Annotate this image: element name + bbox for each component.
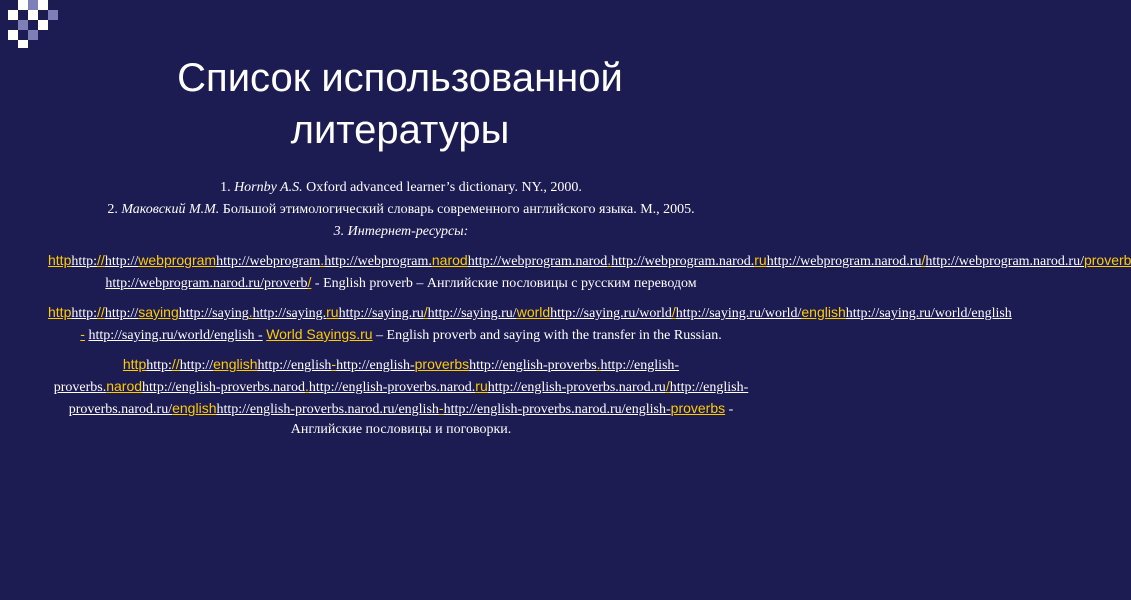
link-segment[interactable]: http://english-proverbs.narod.ru bbox=[487, 380, 666, 395]
link-segment[interactable]: http://english-proverbs. bbox=[53, 358, 680, 395]
link-segment[interactable]: http://english- bbox=[336, 358, 415, 373]
link-segment[interactable]: proverbs bbox=[414, 356, 470, 372]
link-segment[interactable]: world bbox=[516, 304, 551, 320]
slide-title bbox=[0, 52, 800, 156]
link-segment[interactable]: ru bbox=[475, 378, 488, 394]
link-segment[interactable]: proverbs bbox=[670, 400, 726, 416]
link-segment[interactable]: / bbox=[307, 274, 312, 290]
reference-item-2 bbox=[48, 200, 754, 220]
link-segment[interactable]: World Sayings.ru bbox=[266, 326, 373, 342]
link-segment[interactable]: - bbox=[331, 356, 337, 372]
link-segment[interactable]: http://webprogram.narod bbox=[467, 254, 608, 269]
link-segment[interactable]: http://saying. bbox=[252, 306, 327, 321]
link-segment[interactable]: // bbox=[97, 252, 105, 268]
english-link-block[interactable] bbox=[48, 354, 754, 440]
title-line-2: литературы bbox=[290, 108, 510, 152]
link-segment[interactable]: http://saying.ru/world/english bbox=[845, 306, 1012, 321]
link-segment[interactable]: http://english-proverbs.narod.ru/english bbox=[216, 402, 439, 417]
link-segment[interactable]: http:// bbox=[104, 306, 139, 321]
link-segment[interactable]: http://saying.ru/world bbox=[550, 306, 672, 321]
link-segment[interactable]: // bbox=[171, 356, 180, 372]
link-segment[interactable]: http://saying.ru/world/ bbox=[675, 306, 802, 321]
link-segment[interactable]: http://webprogram.narod.ru/ bbox=[925, 254, 1084, 269]
link-segment[interactable]: / bbox=[423, 304, 428, 320]
link-segment[interactable]: http://saying bbox=[178, 306, 249, 321]
link-segment[interactable]: / bbox=[665, 378, 670, 394]
link-segment[interactable]: http://webprogram. bbox=[324, 254, 432, 269]
link-segment[interactable]: - bbox=[80, 326, 85, 342]
link-segment[interactable]: // bbox=[97, 304, 105, 320]
link-segment[interactable]: http://saying.ru bbox=[338, 306, 424, 321]
link-description: - English proverb – Английские пословицы с русским переводом bbox=[311, 276, 697, 291]
link-segment[interactable]: http://english-proverbs.narod. bbox=[308, 380, 476, 395]
link-description: – English proverb and saying with the transfer in the Russian. bbox=[372, 328, 722, 343]
link-segment[interactable]: http://webprogram.narod.ru bbox=[766, 254, 922, 269]
proverb-link-block[interactable] bbox=[48, 250, 1131, 294]
reference-text: Большой этимологический словарь современного английского языка. М., 2005. bbox=[219, 202, 695, 217]
link-segment[interactable]: . bbox=[304, 378, 309, 394]
link-segment[interactable]: http: bbox=[71, 254, 98, 269]
link-segment[interactable]: - bbox=[438, 400, 444, 416]
link-segment[interactable]: / bbox=[921, 252, 926, 268]
reference-author: Маковский М.М. bbox=[121, 202, 220, 217]
link-segment[interactable]: http://webprogram.narod. bbox=[611, 254, 755, 269]
link-segment[interactable]: http://english-proverbs.narod.ru/english- bbox=[443, 402, 671, 417]
link-segment[interactable]: http: bbox=[146, 358, 172, 373]
link-segment[interactable]: http://saying.ru/ bbox=[427, 306, 517, 321]
link-segment[interactable]: http:// bbox=[179, 358, 214, 373]
link-segment[interactable]: http bbox=[48, 252, 72, 268]
link-segment[interactable]: http: bbox=[71, 306, 98, 321]
link-segment[interactable]: http://webprogram.narod.ru/proverb bbox=[105, 276, 308, 291]
link-segment[interactable]: http://webprogram bbox=[216, 254, 321, 269]
link-segment[interactable]: english bbox=[801, 304, 846, 320]
link-segment[interactable]: http://english-proverbs.narod bbox=[142, 380, 305, 395]
link-segment[interactable]: ru bbox=[754, 252, 767, 268]
link-segment[interactable]: webprogram bbox=[138, 252, 217, 268]
link-segment[interactable]: http://english-proverbs.narod.ru/ bbox=[68, 380, 749, 417]
saying-link-block[interactable] bbox=[48, 302, 1012, 346]
link-segment[interactable]: http bbox=[48, 304, 72, 320]
reference-list bbox=[48, 178, 1131, 442]
link-description: - Английские пословицы и поговорки. bbox=[290, 402, 734, 437]
link-segment[interactable]: narod bbox=[431, 252, 468, 268]
link-segment[interactable]: . bbox=[320, 252, 325, 268]
link-segment[interactable]: / bbox=[671, 304, 676, 320]
link-segment[interactable]: http://english bbox=[257, 358, 332, 373]
reference-author: Hornby A.S. bbox=[234, 180, 303, 195]
link-segment[interactable]: . bbox=[248, 304, 253, 320]
reference-item-3: 3. Интернет-ресурсы: bbox=[333, 224, 469, 239]
link-segment[interactable]: english bbox=[213, 356, 258, 372]
link-segment[interactable]: proverb bbox=[1083, 252, 1131, 268]
link-segment[interactable]: . bbox=[607, 252, 612, 268]
link-segment[interactable]: saying bbox=[138, 304, 179, 320]
corner-decoration bbox=[0, 0, 70, 50]
link-segment[interactable]: narod bbox=[106, 378, 143, 394]
link-segment[interactable]: english bbox=[172, 400, 217, 416]
link-segment[interactable]: http://saying.ru/world/english - bbox=[88, 328, 263, 343]
title-line-1: Список использованной bbox=[177, 56, 623, 100]
reference-number: 1. bbox=[220, 180, 231, 195]
link-segment[interactable]: ru bbox=[326, 304, 339, 320]
link-segment[interactable]: http://english-proverbs bbox=[469, 358, 597, 373]
reference-item-1 bbox=[48, 178, 754, 198]
link-segment[interactable]: http bbox=[122, 356, 147, 372]
reference-number: 2. bbox=[107, 202, 122, 217]
reference-text: Oxford advanced learner’s dictionary. NY., 2000. bbox=[302, 180, 582, 195]
link-segment[interactable]: . bbox=[596, 356, 601, 372]
link-segment[interactable]: http:// bbox=[104, 254, 139, 269]
